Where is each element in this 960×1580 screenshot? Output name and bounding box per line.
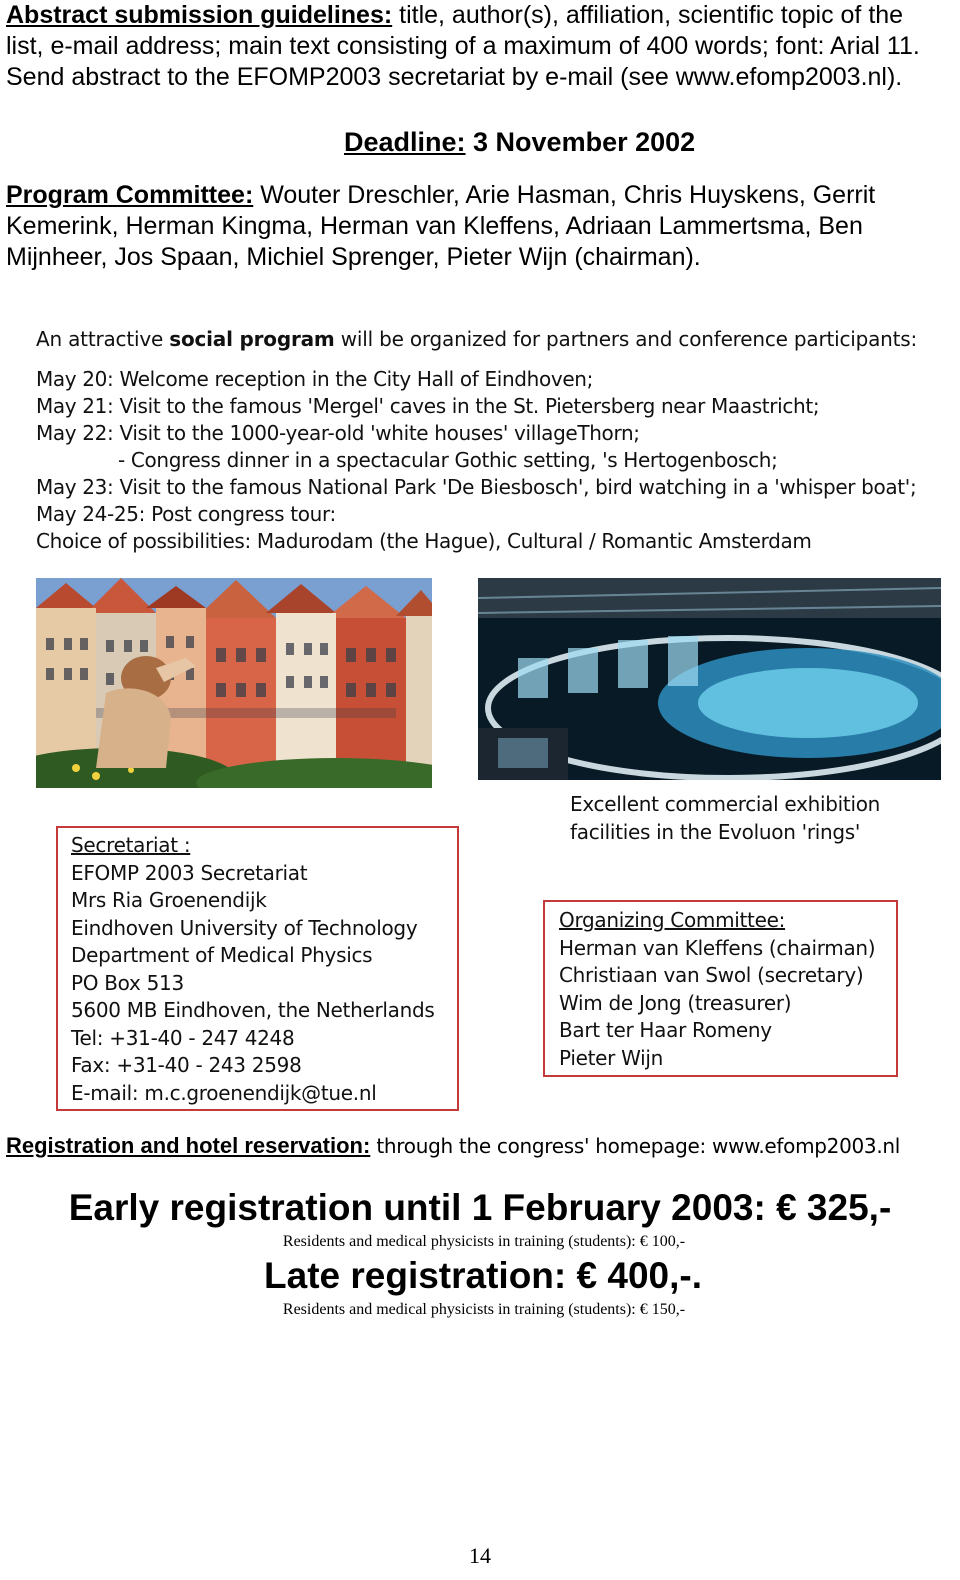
organizing-committee-member: Herman van Kleffens (chairman) bbox=[559, 935, 876, 960]
organizing-committee-member: Bart ter Haar Romeny bbox=[559, 1018, 772, 1042]
social-intro-bold: social program bbox=[169, 327, 335, 351]
social-item-may23: May 23: Visit to the famous National Park 'De Biesbosch', bird watching in a 'whisper boat'; bbox=[36, 475, 917, 499]
program-committee-label: Program Committee: bbox=[6, 181, 254, 209]
program-committee bbox=[6, 180, 936, 273]
program-committee-members: Wouter Dreschler, Arie Hasman, Chris Huyskens, Gerrit Kemerink, Herman Kingma, Herman van Kleffens, Adriaan Lammertsma, Ben Mijnheer, Jos Spaan, Michiel Sprenger, Pieter Wijn (chairman). bbox=[6, 181, 876, 271]
organizing-committee-member: Pieter Wijn bbox=[559, 1045, 664, 1070]
social-program bbox=[36, 326, 956, 555]
exhibition-caption bbox=[570, 790, 910, 846]
secretariat-line: PO Box 513 bbox=[71, 970, 184, 995]
organizing-committee-member: Wim de Jong (treasurer) bbox=[559, 990, 792, 1015]
early-registration-student-note: Residents and medical physicists in training (students): € 100,- bbox=[282, 1233, 686, 1250]
page-number: 14 bbox=[469, 1543, 491, 1568]
registration-text: through the congress' homepage: www.efomp2003.nl bbox=[370, 1134, 901, 1158]
deadline bbox=[344, 126, 695, 158]
secretariat-email: E-mail: m.c.groenendijk@tue.nl bbox=[71, 1080, 377, 1105]
secretariat-line: Fax: +31-40 - 243 2598 bbox=[71, 1053, 302, 1077]
social-program-intro bbox=[36, 326, 956, 353]
abstract-guidelines-text: title, author(s), affiliation, scientific topic of the list, e-mail address; main text consisting of a maximum of 400 words; font: Arial 11. Send abstract to the EFOMP2003 secretariat by e-mail (see www.efomp2003.nl). bbox=[6, 1, 920, 91]
secretariat-title: Secretariat : bbox=[71, 833, 191, 857]
social-intro-after: will be organized for partners and conference participants: bbox=[334, 327, 918, 351]
social-item-choices: Choice of possibilities: Madurodam (the Hague), Cultural / Romantic Amsterdam bbox=[36, 529, 812, 553]
secretariat-box bbox=[56, 826, 459, 1111]
social-item-congress-dinner: - Congress dinner in a spectacular Gothic setting, 's Hertogenbosch; bbox=[118, 448, 778, 472]
registration-label: Registration and hotel reservation: bbox=[6, 1133, 371, 1158]
secretariat-line: Eindhoven University of Technology bbox=[71, 915, 418, 940]
exhibition-caption-line1: Excellent commercial exhibition bbox=[570, 792, 881, 816]
organizing-committee-title: Organizing Committee: bbox=[559, 908, 786, 932]
social-item-may20: May 20: Welcome reception in the City Hall of Eindhoven; bbox=[36, 367, 594, 391]
organizing-committee-box bbox=[543, 900, 898, 1077]
secretariat-line: Mrs Ria Groenendijk bbox=[71, 888, 267, 912]
social-intro-before: An attractive bbox=[36, 327, 170, 351]
late-registration-fee: Late registration: € 400,-. bbox=[264, 1255, 702, 1296]
evoluon-photo bbox=[478, 578, 941, 780]
social-item-may22: May 22: Visit to the 1000-year-old 'white houses' villageThorn; bbox=[36, 421, 640, 445]
social-item-may21: May 21: Visit to the famous 'Mergel' caves in the St. Pietersberg near Maastricht; bbox=[36, 394, 820, 418]
registration-info bbox=[6, 1132, 946, 1160]
secretariat-line: Tel: +31-40 - 247 4248 bbox=[71, 1025, 295, 1050]
organizing-committee-member: Christiaan van Swol (secretary) bbox=[559, 963, 864, 987]
secretariat-line: EFOMP 2003 Secretariat bbox=[71, 860, 308, 885]
deadline-label: Deadline: bbox=[344, 127, 466, 157]
social-item-may24-25: May 24-25: Post congress tour: bbox=[36, 502, 336, 526]
late-registration-student-note: Residents and medical physicists in training (students): € 150,- bbox=[282, 1301, 686, 1318]
abstract-guidelines bbox=[6, 0, 926, 93]
secretariat-line: 5600 MB Eindhoven, the Netherlands bbox=[71, 998, 435, 1022]
deadline-date: 3 November 2002 bbox=[465, 127, 696, 157]
madurodam-photo bbox=[36, 578, 432, 788]
abstract-guidelines-label: Abstract submission guidelines: bbox=[6, 1, 393, 29]
exhibition-caption-line2: facilities in the Evoluon 'rings' bbox=[570, 820, 861, 844]
early-registration-fee: Early registration until 1 February 2003: € 325,- bbox=[68, 1187, 892, 1228]
secretariat-line: Department of Medical Physics bbox=[71, 943, 373, 967]
